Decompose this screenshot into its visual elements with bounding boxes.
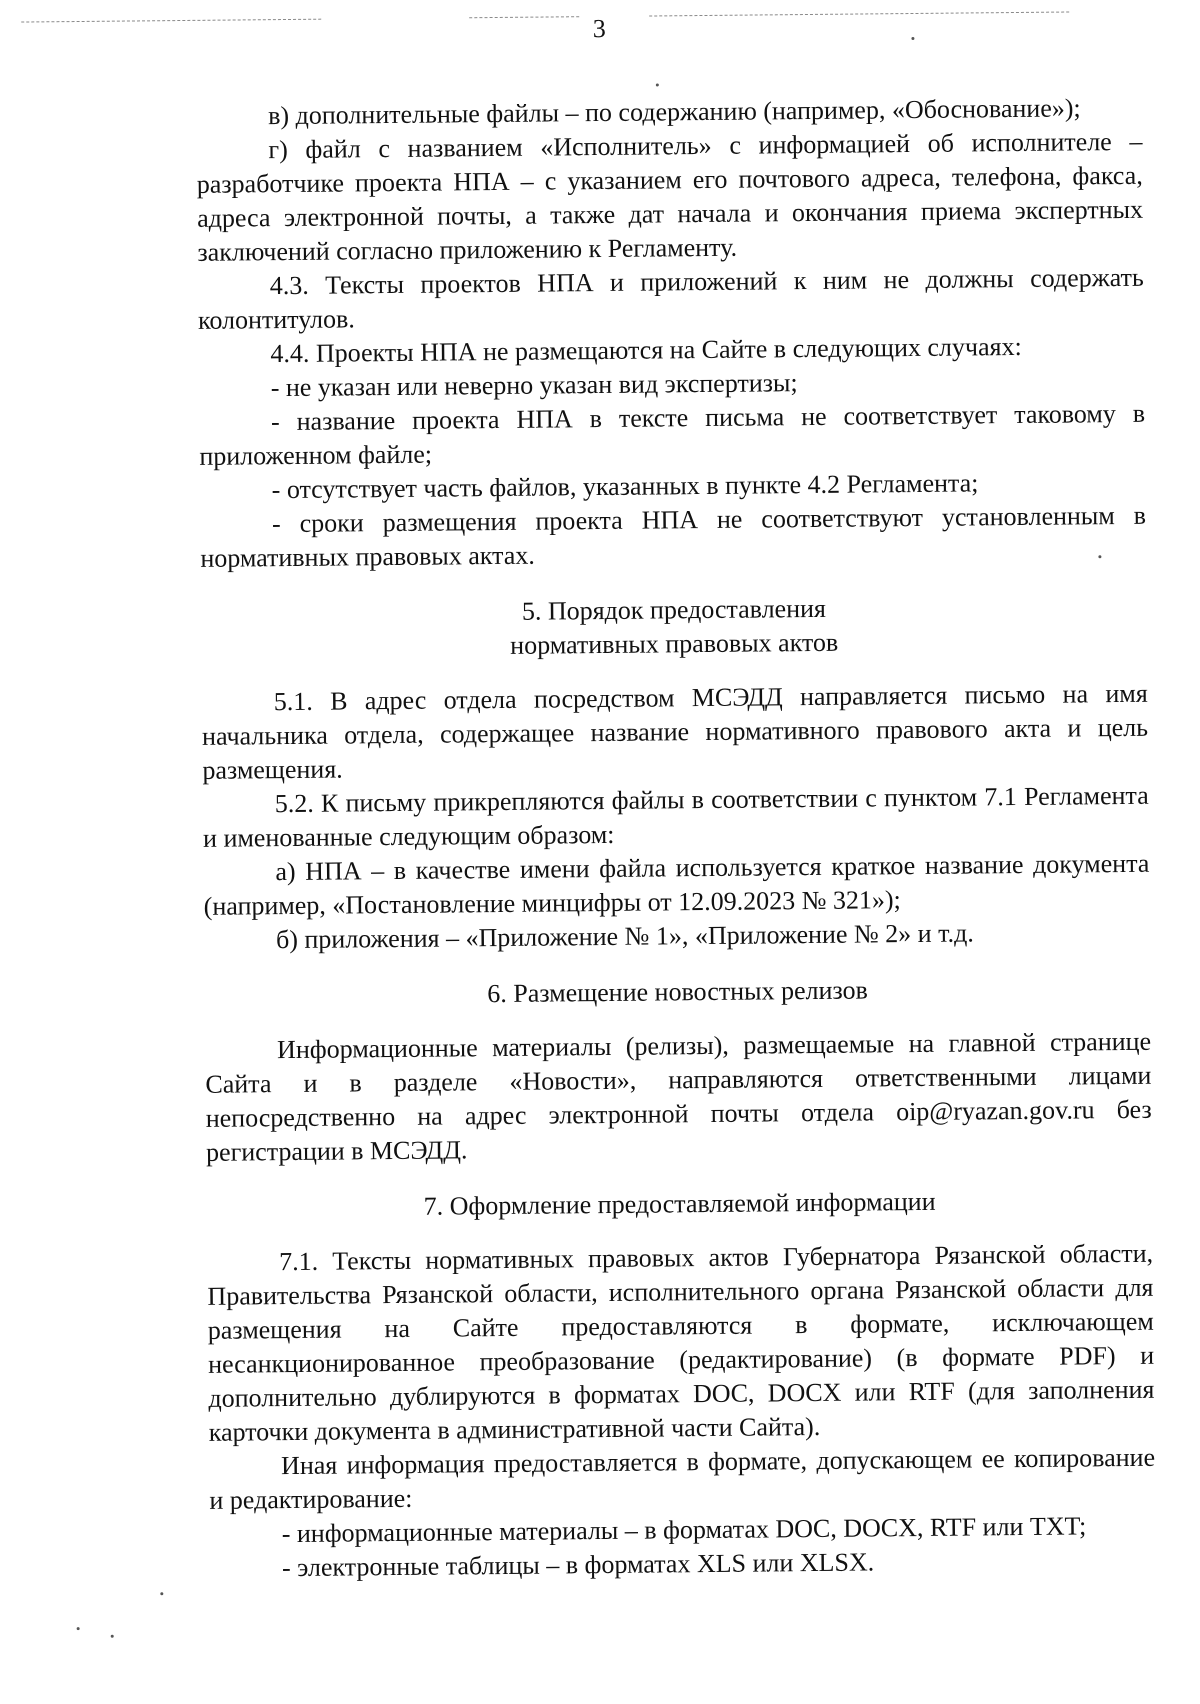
section-7-heading: 7. Оформление предоставляемой информации: [423, 1186, 936, 1221]
section-5-heading-line-1: 5. Порядок предоставления: [521, 593, 827, 626]
list-item-info-materials: - информационные материалы – в форматах DOC, DOCX, RTF или TXT;: [281, 1511, 1087, 1549]
scan-speck: [111, 1635, 114, 1638]
list-item-spreadsheets: - электронные таблицы – в форматах XLS или XLSX.: [281, 1547, 875, 1583]
paragraph-4-4: 4.4. Проекты НПА не размещаются на Сайте в следующих случаях:: [270, 331, 1022, 369]
paragraph-7-other: Иная информация предоставляется в формате, допускающем ее копирование и редактирование:: [209, 1442, 1156, 1515]
list-item-title-mismatch: - название проекта НПА в тексте письма не соответствует таковому в приложенном файле;: [199, 398, 1146, 471]
paragraph-6-1: Информационные материалы (релизы), размещаемые на главной странице Сайта и в разделе «Новости», направляются ответственными лицами непосредственно на адрес электронной почты отдела oip@ryazan.gov.ru без регистрации в МСЭДД.: [205, 1026, 1152, 1167]
document-body: [196, 91, 1156, 1586]
paragraph-5-1: 5.1. В адрес отдела посредством МСЭДД направляется письмо на имя начальника отдела, содержащее название нормативного правового акта и цель размещения.: [201, 678, 1149, 785]
paragraph-item-v: в) дополнительные файлы – по содержанию (например, «Обоснование»);: [267, 93, 1081, 131]
list-item-a: а) НПА – в качестве имени файла используется краткое название документа (например, «Постановление минцифры от 12.09.2023 № 321»);: [203, 848, 1150, 921]
page-number: 3: [592, 13, 606, 44]
paragraph-4-3: 4.3. Тексты проектов НПА и приложений к ним не должны содержать колонтитулов.: [197, 262, 1144, 335]
scan-speck: [160, 1592, 163, 1595]
section-6-heading: 6. Размещение новостных релизов: [487, 975, 868, 1009]
list-item-missing-files: - отсутствует часть файлов, указанных в пункте 4.2 Регламента;: [271, 468, 979, 505]
paragraph-item-g: г) файл с названием «Исполнитель» с информацией об исполнителе – разработчике проекта НПА – с указанием его почтового адреса, телефона, факса, адреса электронной почты, а также дат начала и окончания приема экспертных заключений согласно приложению к Регламенту.: [196, 126, 1144, 267]
list-item-expertise: - не указан или неверно указан вид экспертизы;: [270, 368, 798, 403]
paragraph-7-1: 7.1. Тексты нормативных правовых актов Губернатора Рязанской области, Правительства Рязанской области, исполнительного органа Рязанской области для размещения на Сайте предоставляются в формате, исключающем несанкционированное преобразование (редактирование) (в формате PDF) и дополнительно дублируются в форматах DOC, DOCX или RTF (для заполнения карточки документа в административной части Сайта).: [207, 1238, 1155, 1447]
section-5-heading: [201, 589, 1148, 666]
scan-speck: [911, 37, 914, 40]
scan-speck: [656, 83, 659, 86]
scan-speck: [77, 1627, 80, 1630]
section-5-heading-line-2: нормативных правовых актов: [510, 627, 839, 660]
paragraph-5-2: 5.2. К письму прикрепляются файлы в соответствии с пунктом 7.1 Регламента и именованные следующим образом:: [202, 780, 1149, 853]
scan-speck: [1098, 555, 1101, 558]
list-item-deadlines: - сроки размещения проекта НПА не соответствуют установленным в нормативных правовых актах.: [200, 500, 1147, 573]
list-item-b: б) приложения – «Приложение № 1», «Приложение № 2» и т.д.: [275, 918, 974, 955]
